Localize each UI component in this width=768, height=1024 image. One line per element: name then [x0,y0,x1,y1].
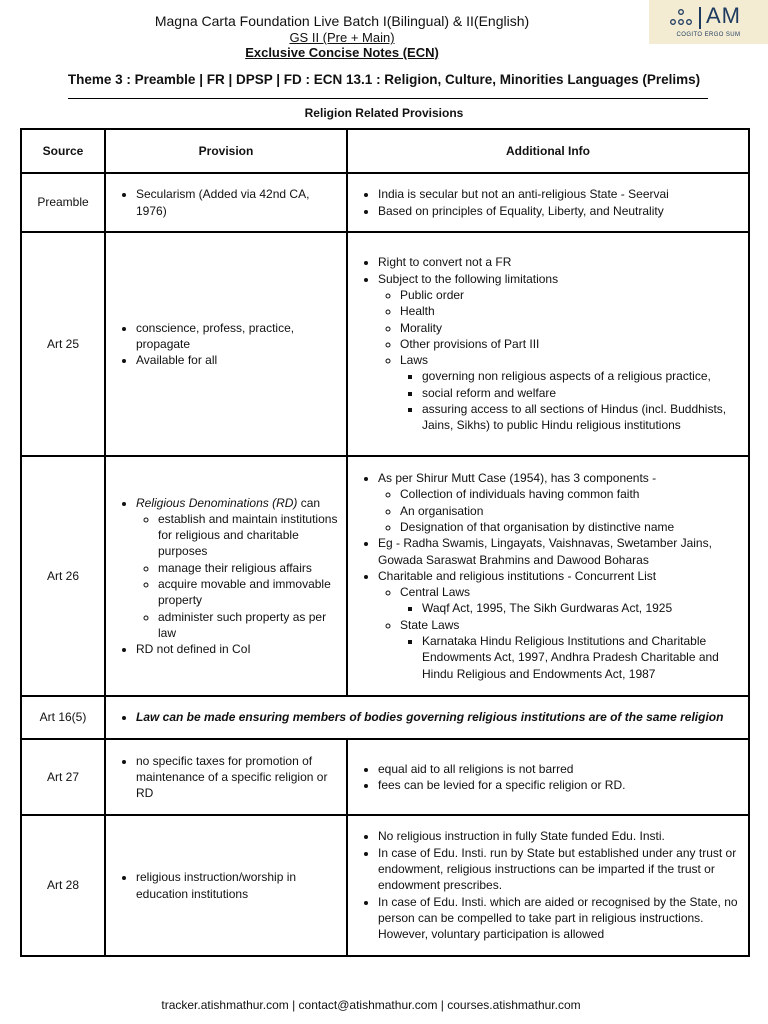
document-header [0,12,684,61]
list-item: ▪ governing non religious aspects of a religious practice, [422,368,740,384]
table-caption: Religion Related Provisions [304,106,464,120]
am-logo [649,0,768,44]
table-row [21,173,749,232]
list-item: • Eg - Radha Swamis, Lingayats, Vaishnavas, Swetamber Jains, Gowada Saraswat Brahmins and Dawood Boharas [378,535,740,568]
source-cell: Art 26 [21,456,105,696]
provision-cell [105,456,347,696]
provision-cell [105,739,347,815]
footer-links: tracker.atishmathur.com | contact@atishmathur.com | courses.atishmathur.com [161,998,581,1012]
list-item: • Secularism (Added via 42nd CA, 1976) [136,186,338,219]
info-cell [347,456,749,696]
list-item: • India is secular but not an anti-religious State - Seervai [378,186,740,202]
list-item: ◦ acquire movable and immovable property [158,576,338,609]
list-item-text: can [297,495,321,510]
list-item: ▪ social reform and welfare [422,385,740,401]
list-item: ◦ establish and maintain institutions for religious and charitable purposes [158,511,338,560]
list-item-text: Central Laws [400,585,471,600]
list-item: ◦ Designation of that organisation by distinctive name [400,519,740,535]
list-item [378,271,740,434]
logo-divider [699,7,701,29]
list-item: • conscience, profess, practice, propagate [136,320,338,353]
info-cell [347,815,749,956]
table-row [21,696,749,739]
list-item: ▪ assuring access to all sections of Hindus (incl. Buddhists, Jains, Sikhs) to public Hindu religious institutions [422,401,740,434]
list-item: • no specific taxes for promotion of maintenance of a specific religion or RD [136,753,338,802]
source-cell: Art 28 [21,815,105,956]
list-item: • Law can be made ensuring members of bodies governing religious institutions are of the same religion [136,709,740,725]
list-item: • In case of Edu. Insti. run by State but established under any trust or endowment, religious instructions can be imparted if the trust or endowment prescribes. [378,845,740,894]
list-item-text: Laws [400,353,429,368]
info-cell [347,232,749,456]
table-row [21,456,749,696]
theme-line: Theme 3 : Preamble | FR | DPSP | FD : ECN 13.1 : Religion, Culture, Minorities Languages (Prelims) [67,72,701,87]
source-cell: Preamble [21,173,105,232]
provision-cell [105,173,347,232]
list-item: ◦ manage their religious affairs [158,560,338,576]
list-item: ▪ Karnataka Hindu Religious Institutions and Charitable Endowments Act, 1997, Andhra Pradesh Charitable and Hindu Religious and Endowments Act, 1987 [422,633,740,682]
list-item-text: Charitable and religious institutions - Concurrent List [378,568,657,583]
table-header-row [21,129,749,173]
header-title: Magna Carta Foundation Live Batch I(Bilingual) & II(English) [154,13,530,29]
col-header-provision: Provision [105,129,347,173]
col-header-additional-info: Additional Info [347,129,749,173]
list-item-text: As per Shirur Mutt Case (1954), has 3 components - [378,471,657,486]
source-cell: Art 27 [21,739,105,815]
list-item: ◦ Other provisions of Part III [400,336,740,352]
logo-text: AM [706,3,741,28]
list-item: • Available for all [136,352,338,368]
header-rule [68,98,708,99]
provision-cell [105,232,347,456]
list-item: ◦ Public order [400,287,740,303]
table-row [21,815,749,956]
source-cell: Art 25 [21,232,105,456]
list-item [136,495,338,642]
list-item [378,568,740,682]
list-item-text: State Laws [400,617,460,632]
provision-cell [105,815,347,956]
list-item: • religious instruction/worship in education institutions [136,869,338,902]
list-item: • equal aid to all religions is not barred [378,761,740,777]
list-item: ◦ An organisation [400,503,740,519]
list-item: • RD not defined in CoI [136,641,338,657]
list-item: ▪ Waqf Act, 1995, The Sikh Gurdwaras Act, 1925 [422,600,740,616]
table-row [21,232,749,456]
list-item [400,352,740,433]
info-cell [347,739,749,815]
list-item: ◦ Morality [400,320,740,336]
table-row [21,739,749,815]
list-item [400,617,740,682]
list-item: • fees can be levied for a specific religion or RD. [378,777,740,793]
list-item: ◦ Collection of individuals having common faith [400,486,740,502]
header-notes-title: Exclusive Concise Notes (ECN) [245,45,439,60]
provisions-table [20,128,750,957]
rd-term: Religious Denominations (RD) [136,495,298,510]
list-item: ◦ administer such property as per law [158,609,338,642]
list-item: • Based on principles of Equality, Liberty, and Neutrality [378,203,740,219]
list-item: • No religious instruction in fully State funded Edu. Insti. [378,828,740,844]
list-item: • Right to convert not a FR [378,254,740,270]
source-cell: Art 16(5) [21,696,105,739]
info-cell [347,173,749,232]
header-subtitle: GS II (Pre + Main) [289,30,395,45]
list-item-text: Subject to the following limitations [378,271,559,286]
list-item: • In case of Edu. Insti. which are aided or recognised by the State, no person can be compelled to take part in religious instructions. However, voluntary participation is allowed [378,894,740,943]
col-header-source: Source [21,129,105,173]
list-item [378,470,740,535]
logo-dots-icon [669,8,693,28]
logo-motto: COGITO ERGO SUM [676,32,741,38]
provision-cell [105,696,749,739]
list-item [400,584,740,617]
list-item: ◦ Health [400,303,740,319]
